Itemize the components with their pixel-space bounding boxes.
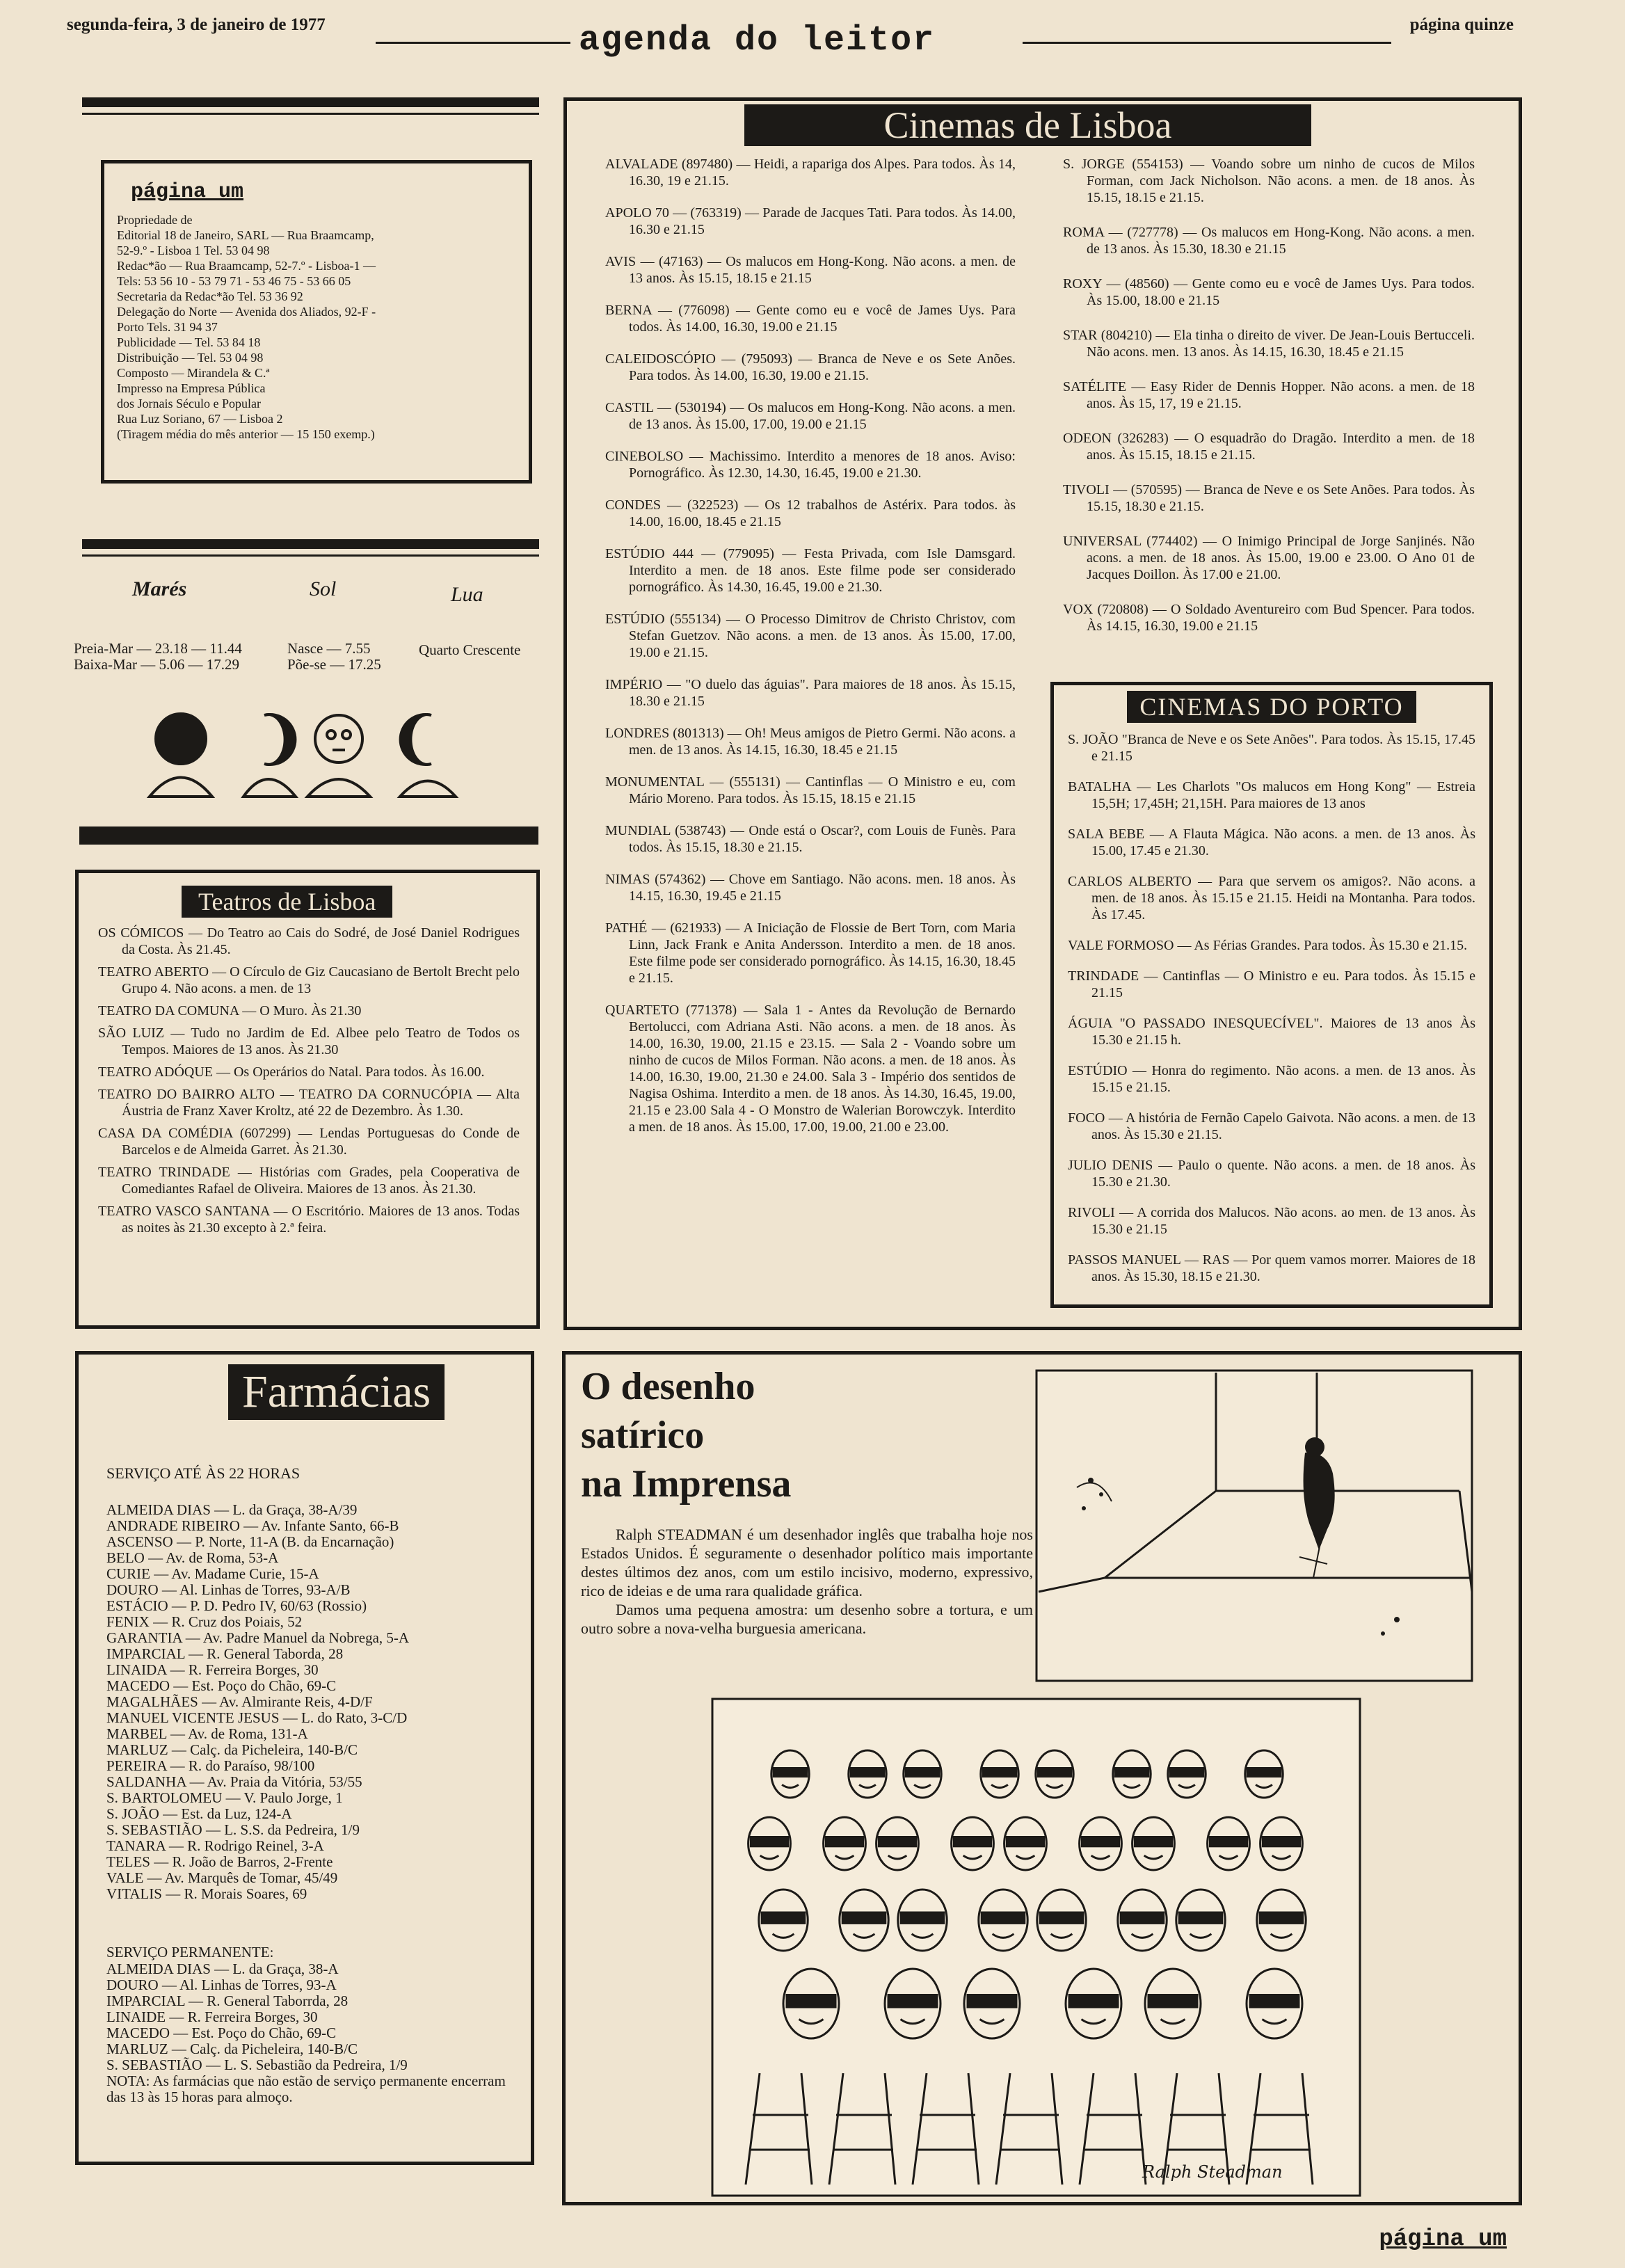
masthead-line: Impresso na Empresa Pública bbox=[117, 381, 266, 395]
pharmacy-entry: VITALIS — R. Morais Soares, 69 bbox=[106, 1885, 307, 1902]
pharmacy-entry: ALMEIDA DIAS — L. da Graça, 38-A bbox=[106, 1960, 339, 1977]
header-rule-right bbox=[1023, 42, 1391, 44]
moon-phase: Quarto Crescente bbox=[419, 641, 521, 658]
cinema-entry: ÁGUIA "O PASSADO INESQUECÍVEL". Maiores de 13 anos Às 15.30 e 21.15 h. bbox=[1068, 1016, 1475, 1048]
preia-mar: Preia-Mar — 23.18 — 11.44 bbox=[74, 640, 242, 657]
cinema-entry: PATHÉ — (621933) — A Iniciação de Flossie de Bert Torn, com Maria Linn, Jack Frank e Anita Andersson. Interdito a men. de 18 anos. Este filme pode ser considerado pornográfico. Às 14.15, 16.30, 18.45 e 21.15. bbox=[605, 920, 1016, 986]
masthead-box bbox=[101, 160, 532, 484]
cinema-entry: ESTÚDIO 444 — (779095) — Festa Privada, com Isle Damsgard. Interdito a men. de 18 anos. Este filme pode ser considerado pornográfico. Às 14.30, 16.45, 19.00 e 21.30. bbox=[605, 546, 1016, 595]
pharmacy-entry: FENIX — R. Cruz dos Poiais, 52 bbox=[106, 1613, 303, 1630]
masthead-lines bbox=[117, 212, 516, 442]
pharmacy-entry: S. SEBASTIÃO — L. S. Sebastião da Pedreira, 1/9 bbox=[106, 2057, 408, 2073]
pharmacy-entry: CURIE — Av. Madame Curie, 15-A bbox=[106, 1565, 319, 1582]
rule bbox=[82, 97, 539, 107]
drawn-sunglasses bbox=[1082, 1837, 1119, 1846]
drawn-sunglasses bbox=[851, 1768, 884, 1777]
cinema-entry: S. JORGE (554153) — Voando sobre um ninho de cucos de Milos Forman, com Jack Nicholson. Não acons. a men. de 18 anos. Às 15.15, 18.15 e 21.15. bbox=[1063, 157, 1475, 205]
cinema-entry: TIVOLI — (570595) — Branca de Neve e os Sete Anões. Para todos. Às 15.15, 18.30 e 21.15. bbox=[1063, 482, 1475, 514]
drawn-sunglasses bbox=[954, 1837, 991, 1846]
pharmacy-entry: BELO — Av. de Roma, 53-A bbox=[106, 1549, 279, 1566]
article-title-2: satírico bbox=[581, 1414, 705, 1457]
theatre-entry: TEATRO VASCO SANTANA — O Escritório. Maiores de 13 anos. Todas as noites às 21.30 excepto à 2.ª feira. bbox=[98, 1204, 520, 1236]
pharmacy-entry: S. JOÃO — Est. da Luz, 124-A bbox=[106, 1805, 292, 1822]
drawn-sunglasses bbox=[1007, 1837, 1043, 1846]
cinema-entry: MUNDIAL (538743) — Onde está o Oscar?, com Louis de Funès. Para todos. Às 15.15, 18.30 e 21.15. bbox=[605, 823, 1016, 855]
theatre-entry: TEATRO DA COMUNA — O Muro. Às 21.30 bbox=[98, 1003, 362, 1019]
masthead-line: Rua Luz Soriano, 67 — Lisboa 2 bbox=[117, 412, 283, 426]
cinema-entry: TRINDADE — Cantinflas — O Ministro e eu. Para todos. Às 15.15 e 21.15 bbox=[1068, 968, 1475, 1000]
cinema-entry: IMPÉRIO — "O duelo das águias". Para maiores de 18 anos. Às 15.15, 18.30 e 21.15 bbox=[605, 677, 1016, 709]
drawn-sunglasses bbox=[901, 1912, 944, 1923]
drawn-sunglasses bbox=[842, 1912, 886, 1923]
drawn-sunglasses bbox=[1247, 1768, 1281, 1777]
drawn-sunglasses bbox=[762, 1912, 805, 1923]
masthead-line: Redac*ão — Rua Braamcamp, 52-7.º - Lisboa-1 — bbox=[117, 259, 376, 273]
rule bbox=[82, 554, 539, 557]
cinema-entry: STAR (804210) — Ela tinha o direito de viver. De Jean-Louis Bertucceli. Não acons. men. 13 anos. Às 14.15, 16.30, 18.45 e 21.15 bbox=[1063, 328, 1475, 360]
drawn-sunglasses bbox=[1263, 1837, 1299, 1846]
teatros-box bbox=[75, 870, 540, 1329]
rule bbox=[82, 113, 539, 115]
cinema-entry: VALE FORMOSO — As Férias Grandes. Para todos. Às 15.30 e 21.15. bbox=[1068, 938, 1468, 953]
pharmacy-entry: LINAIDE — R. Ferreira Borges, 30 bbox=[106, 2009, 318, 2025]
article-title-1: O desenho bbox=[581, 1365, 755, 1408]
cinema-entry: NIMAS (574362) — Chove em Santiago. Não acons. men. 18 anos. Às 14.15, 16.30, 19.45 e 21.15 bbox=[605, 872, 1016, 904]
drawn-sunglasses bbox=[1040, 1912, 1083, 1923]
pharmacy-entry: GARANTIA — Av. Padre Manuel da Nobrega, 5-A bbox=[106, 1629, 410, 1646]
masthead-line: Editorial 18 de Janeiro, SARL — Rua Braamcamp, bbox=[117, 228, 374, 242]
masthead-line: Delegação do Norte — Avenida dos Aliados, 92-F - bbox=[117, 305, 376, 319]
nota-text: As farmácias que não estão de serviço permanente encerram das 13 às 15 horas para almoço. bbox=[106, 2073, 506, 2105]
pharmacy-entry: ALMEIDA DIAS — L. da Graça, 38-A/39 bbox=[106, 1501, 358, 1518]
pharmacy-entry: MARBEL — Av. de Roma, 131-A bbox=[106, 1725, 308, 1742]
masthead-line: (Tiragem média do mês anterior — 15 150 exemp.) bbox=[117, 427, 375, 441]
pharmacy-entry: VALE — Av. Marquês de Tomar, 45/49 bbox=[106, 1869, 338, 1886]
cinemas-lisboa-col2 bbox=[1063, 156, 1475, 653]
pharmacy-entry: MACEDO — Est. Poço do Chão, 69-C bbox=[106, 1677, 337, 1694]
cinema-entry: JULIO DENIS — Paulo o quente. Não acons. a men. de 18 anos. Às 15.30 e 21.30. bbox=[1068, 1158, 1475, 1190]
sol-label: Sol bbox=[310, 577, 337, 600]
teatros-title: Teatros de Lisboa bbox=[182, 886, 392, 918]
cinema-entry: MONUMENTAL — (555131) — Cantinflas — O Ministro e eu, com Mário Moreno. Para todos. Às 15.15, 18.15 e 21.15 bbox=[605, 774, 1016, 806]
cinemas-lisboa-title: Cinemas de Lisboa bbox=[744, 104, 1311, 146]
cinema-entry: S. JOÃO "Branca de Neve e os Sete Anões". Para todos. Às 15.15, 17.45 e 21.15 bbox=[1068, 732, 1475, 764]
article-title-3: na Imprensa bbox=[581, 1462, 792, 1506]
theatre-entry: TEATRO ABERTO — O Círculo de Giz Caucasiano de Bertolt Brecht pelo Grupo 4. Não acons. a men. de 13 bbox=[98, 964, 520, 996]
drawn-sunglasses bbox=[1260, 1912, 1303, 1923]
pharmacy-entry: ANDRADE RIBEIRO — Av. Infante Santo, 66-B bbox=[106, 1517, 399, 1534]
farmacias-title: Farmácias bbox=[228, 1364, 445, 1420]
drawn-sunglasses bbox=[1179, 1912, 1222, 1923]
header-page: página quinze bbox=[1409, 15, 1514, 34]
pharmacy-entry: MACEDO — Est. Poço do Chão, 69-C bbox=[106, 2025, 337, 2041]
moon-new-icon bbox=[150, 714, 212, 797]
sun-rise: Nasce — 7.55 bbox=[287, 640, 371, 657]
drawn-sunglasses bbox=[1148, 1995, 1197, 2008]
drawn-sunglasses bbox=[1250, 1995, 1299, 2008]
theatre-entry: CASA DA COMÉDIA (607299) — Lendas Portuguesas do Conde de Barcelos e de Almeida Garret. Às 21.30. bbox=[98, 1126, 520, 1158]
masthead-line: 52-9.º - Lisboa 1 Tel. 53 04 98 bbox=[117, 243, 270, 257]
nota-label: NOTA: bbox=[106, 2073, 150, 2089]
section-title: agenda do leitor bbox=[579, 21, 936, 61]
rule bbox=[79, 826, 538, 845]
cinema-entry: VOX (720808) — O Soldado Aventureiro com Bud Spencer. Para todos. Às 14.15, 16.30, 19.00 e 21.15 bbox=[1063, 602, 1475, 634]
pharmacy-entry: MANUEL VICENTE JESUS — L. do Rato, 3-C/D bbox=[106, 1709, 408, 1726]
masthead-line: Secretaria da Redac*ão Tel. 53 36 92 bbox=[117, 289, 303, 303]
servico-22-heading: SERVIÇO ATÉ ÀS 22 HORAS bbox=[106, 1464, 301, 1482]
drawn-sunglasses bbox=[1069, 1995, 1118, 2008]
cinema-entry: ROXY — (48560) — Gente como eu e você de James Uys. Para todos. Às 15.00, 18.00 e 21.15 bbox=[1063, 276, 1475, 308]
cinemas-porto-title: CINEMAS DO PORTO bbox=[1127, 691, 1416, 723]
drawn-sunglasses bbox=[1210, 1837, 1247, 1846]
pharmacy-entry: ESTÁCIO — P. D. Pedro IV, 60/63 (Rossio) bbox=[106, 1597, 367, 1614]
cinema-entry: RIVOLI — A corrida dos Malucos. Não acons. ao men. de 13 anos. Às 15.30 e 21.15 bbox=[1068, 1205, 1475, 1237]
drawn-sunglasses bbox=[879, 1837, 915, 1846]
drawn-sunglasses bbox=[888, 1995, 937, 2008]
drawn-sunglasses bbox=[1170, 1768, 1203, 1777]
lua-label: Lua bbox=[451, 583, 483, 606]
pharmacy-entry: S. SEBASTIÃO — L. S.S. da Pedreira, 1/9 bbox=[106, 1821, 360, 1838]
cinema-entry: ESTÚDIO — Honra do regimento. Não acons. a men. de 13 anos. Às 15.15 e 21.15. bbox=[1068, 1063, 1475, 1095]
cinema-entry: CARLOS ALBERTO — Para que servem os amigos?. Não acons. a men. de 18 anos. Às 15.15 e 21.15. Heidi na Montanha. Para todos. Às 17.45. bbox=[1068, 874, 1475, 923]
pharmacy-entry: PEREIRA — R. do Paraíso, 98/100 bbox=[106, 1757, 315, 1774]
moon-phase-icons bbox=[139, 710, 466, 800]
footer-logo: página um bbox=[1379, 2226, 1507, 2253]
masthead-line: Porto Tels. 31 94 37 bbox=[117, 320, 218, 334]
pharmacy-entry: IMPARCIAL — R. General Taborda, 28 bbox=[106, 1645, 344, 1662]
drawn-sunglasses bbox=[774, 1768, 807, 1777]
cinema-entry: SALA BEBE — A Flauta Mágica. Não acons. a men. de 13 anos. Às 15.00, 17.45 e 21.30. bbox=[1068, 826, 1475, 859]
cinema-entry: PASSOS MANUEL — RAS — Por quem vamos morrer. Maiores de 18 anos. Às 15.30, 18.15 e 21.30. bbox=[1068, 1252, 1475, 1284]
cinema-entry: CONDES — (322523) — Os 12 trabalhos de Astérix. Para todos. às 14.00, 16.00, 18.45 e 21.15 bbox=[605, 497, 1016, 529]
cinema-entry: ESTÚDIO (555134) — O Processo Dimitrov de Christo Christov, com Stefan Guetzov. Não acons. a men. de 13 anos. Às 15.00, 17.00, 19.00 e 21.15. bbox=[605, 612, 1016, 660]
pharmacy-entry: S. BARTOLOMEU — V. Paulo Jorge, 1 bbox=[106, 1789, 343, 1806]
cinema-entry: UNIVERSAL (774402) — O Inimigo Principal de Jorge Sanjinés. Não acons. a men. de 18 anos. Às 15.00, 19.00 e 23.00. O Ano 01 de Jacques Doillon. Às 17.00 e 21.00. bbox=[1063, 534, 1475, 582]
pharmacy-entry: MARLUZ — Calç. da Picheleira, 140-B/C bbox=[106, 1741, 358, 1758]
cinema-entry: CINEBOLSO — Machissimo. Interdito a menores de 18 anos. Aviso: Pornográfico. Às 12.30, 14.30, 16.45, 19.00 e 21.30. bbox=[605, 449, 1016, 481]
cinema-entry: FOCO — A história de Fernão Capelo Gaivota. Não acons. a men. de 13 anos. Às 15.30 e 21.15. bbox=[1068, 1110, 1475, 1142]
drawn-sunglasses bbox=[1135, 1837, 1171, 1846]
theatre-entry: OS CÓMICOS — Do Teatro ao Cais do Sodré, de José Daniel Rodrigues da Costa. Às 21.45. bbox=[98, 925, 520, 957]
drawn-sunglasses bbox=[982, 1912, 1025, 1923]
pharmacy-entry: TELES — R. João de Barros, 2-Frente bbox=[106, 1853, 333, 1870]
moon-crescent-icon bbox=[243, 714, 296, 797]
farmacias-list-permanente bbox=[106, 1961, 514, 2073]
cinema-entry: BATALHA — Les Charlots "Os malucos em Hong Kong" — Estreia 15,5H; 17,45H; 21,15H. Para maiores de 13 anos bbox=[1068, 779, 1475, 811]
drawn-sunglasses bbox=[751, 1837, 787, 1846]
cinema-entry: ROMA — (727778) — Os malucos em Hong-Kong. Não acons. a men. de 13 anos. Às 15.30, 18.30 e 21.15 bbox=[1063, 225, 1475, 257]
cinemas-porto-box bbox=[1050, 682, 1493, 1308]
pharmacy-entry: SALDANHA — Av. Praia da Vitória, 53/55 bbox=[106, 1773, 362, 1790]
drawn-sunglasses bbox=[983, 1768, 1016, 1777]
pharmacy-entry: DOURO — Al. Linhas de Torres, 93-A bbox=[106, 1976, 337, 1993]
cinema-entry: AVIS — (47163) — Os malucos em Hong-Kong. Não acons. a men. de 13 anos. Às 15.15, 18.15 e 21.15 bbox=[605, 254, 1016, 286]
cinema-entry: QUARTETO (771378) — Sala 1 - Antes da Revolução de Bernardo Bertolucci, com Adriana Asti. Não acons. a men. de 18 anos. Às 14.00, 16.30, 19.00, 21.15 e 23.15. — Sala 2 - Voando sobre um ninho de cucos de Milos Forman. Não acons. a men. de 18 anos. Às 14.00, 16.30, 19.00, 21.30 e 24.00. Sala 3 - Império dos sentidos de Nagisa Oshima. Interdito a men. de 18 anos. Às 14.30, 16.45, 19.00, 21.15 e 23.00 Sala 4 - O Monstro de Walerian Borowczyk. Interdito a men. de 18 anos. Às 15.00, 17.00, 19.00, 21.00 e 23.00. bbox=[605, 1003, 1016, 1135]
masthead-line: Tels: 53 56 10 - 53 79 71 - 53 46 75 - 53 66 05 bbox=[117, 274, 351, 288]
drawn-sunglasses bbox=[826, 1837, 863, 1846]
cinema-entry: SATÉLITE — Easy Rider de Dennis Hopper. Não acons. a men. de 18 anos. Às 15, 17, 19 e 21.15. bbox=[1063, 379, 1475, 411]
cinema-entry: APOLO 70 — (763319) — Parade de Jacques Tati. Para todos. Às 14.00, 16.30 e 21.15 bbox=[605, 205, 1016, 237]
drawn-sunglasses bbox=[1038, 1768, 1071, 1777]
cinema-entry: CASTIL — (530194) — Os malucos em Hong-Kong. Não acons. a men. de 13 anos. Às 15.00, 17.00, 19.00 e 21.15 bbox=[605, 400, 1016, 432]
burguesia-drawing bbox=[711, 1698, 1361, 2197]
header-date: segunda-feira, 3 de janeiro de 1977 bbox=[67, 15, 326, 34]
servico-permanente-heading: SERVIÇO PERMANENTE: bbox=[106, 1944, 274, 1960]
cinema-entry: LONDRES (801313) — Oh! Meus amigos de Pietro Germi. Não acons. a men. de 13 anos. Às 14.15, 16.30, 18.45 e 21.15 bbox=[605, 726, 1016, 758]
masthead-line: Propriedade de bbox=[117, 213, 193, 227]
cinemas-lisboa-col1 bbox=[605, 156, 1016, 1151]
article-paragraph-2: Damos uma pequena amostra: um desenho sobre a tortura, e um outro sobre a nova-velha burguesia americana. bbox=[581, 1601, 1033, 1637]
article-text bbox=[581, 1362, 1033, 1638]
drawn-sunglasses bbox=[1115, 1768, 1148, 1777]
baixa-mar: Baixa-Mar — 5.06 — 17.29 bbox=[74, 656, 239, 673]
masthead-line: Composto — Mirandela & C.ª bbox=[117, 366, 270, 380]
rule bbox=[82, 539, 539, 549]
cinema-entry: CALEIDOSCÓPIO — (795093) — Branca de Neve e os Sete Anões. Para todos. Às 14.00, 16.30, 19.00 e 21.15. bbox=[605, 351, 1016, 383]
drawn-sunglasses bbox=[906, 1768, 939, 1777]
sun-set: Põe-se — 17.25 bbox=[287, 656, 381, 673]
masthead-line: Publicidade — Tel. 53 84 18 bbox=[117, 335, 261, 349]
pharmacy-entry: MAGALHÃES — Av. Almirante Reis, 4-D/F bbox=[106, 1693, 373, 1710]
farmacias-box bbox=[75, 1351, 534, 2165]
masthead-line: Distribuição — Tel. 53 04 98 bbox=[117, 351, 264, 365]
torture-drawing bbox=[1035, 1369, 1473, 1682]
moon-full-icon bbox=[307, 715, 370, 797]
pharmacy-entry: ASCENSO — P. Norte, 11-A (B. da Encarnação) bbox=[106, 1533, 394, 1550]
cinema-entry: ALVALADE (897480) — Heidi, a rapariga dos Alpes. Para todos. Às 14, 16.30, 19 e 21.15. bbox=[605, 157, 1016, 189]
farmacias-list-22h bbox=[106, 1502, 514, 1902]
pharmacy-entry: IMPARCIAL — R. General Taborrda, 28 bbox=[106, 1993, 349, 2009]
theatre-entry: TEATRO DO BAIRRO ALTO — TEATRO DA CORNUCÓPIA — Alta Áustria de Franz Xaver Kroltz, até 22 de Dezembro. Às 1.30. bbox=[98, 1087, 520, 1119]
article-paragraph-1: Ralph STEADMAN é um desenhador inglês que trabalha hoje nos Estados Unidos. É seguramente o desenhador político mais importante destes últimos dez anos, com um estilo incisivo, moderno, expressivo, rico de ideias e de uma rara qualidade gráfica. bbox=[581, 1526, 1033, 1599]
drawing-signature: Ralph Steadman bbox=[1142, 2162, 1283, 2182]
theatre-entry: SÃO LUIZ — Tudo no Jardim de Ed. Albee pelo Teatro de Todos os Tempos. Maiores de 13 anos. Às 21.30 bbox=[98, 1025, 520, 1057]
pharmacy-entry: MARLUZ — Calç. da Picheleira, 140-B/C bbox=[106, 2041, 358, 2057]
moon-waning-icon bbox=[400, 714, 456, 797]
mares-label: Marés bbox=[132, 577, 187, 600]
drawn-sunglasses bbox=[1121, 1912, 1164, 1923]
drawn-sunglasses bbox=[787, 1995, 835, 2008]
cinema-entry: BERNA — (776098) — Gente como eu e você de James Uys. Para todos. Às 14.00, 16.30, 19.00 e 21.15 bbox=[605, 303, 1016, 335]
cinema-entry: ODEON (326283) — O esquadrão do Dragão. Interdito a men. de 18 anos. Às 15.15, 18.15 e 21.15. bbox=[1063, 431, 1475, 463]
theatre-entry: TEATRO ADÓQUE — Os Operários do Natal. Para todos. Às 16.00. bbox=[98, 1064, 485, 1080]
cinemas-porto-list bbox=[1068, 731, 1475, 1285]
masthead-line: dos Jornais Século e Popular bbox=[117, 397, 261, 410]
header-rule-left bbox=[376, 42, 570, 44]
theatre-entry: TEATRO TRINDADE — Histórias com Grades, pela Cooperativa de Comediantes Rafael de Oliveira. Maiores de 13 anos. Às 21.30. bbox=[98, 1165, 520, 1197]
teatros-list bbox=[98, 925, 520, 1236]
drawn-sunglasses bbox=[968, 1995, 1016, 2008]
farmacias-nota bbox=[106, 2073, 514, 2105]
masthead-logo: página um bbox=[131, 180, 244, 204]
pharmacy-entry: TANARA — R. Rodrigo Reinel, 3-A bbox=[106, 1837, 324, 1854]
pharmacy-entry: LINAIDA — R. Ferreira Borges, 30 bbox=[106, 1661, 319, 1678]
pharmacy-entry: DOURO — Al. Linhas de Torres, 93-A/B bbox=[106, 1581, 351, 1598]
